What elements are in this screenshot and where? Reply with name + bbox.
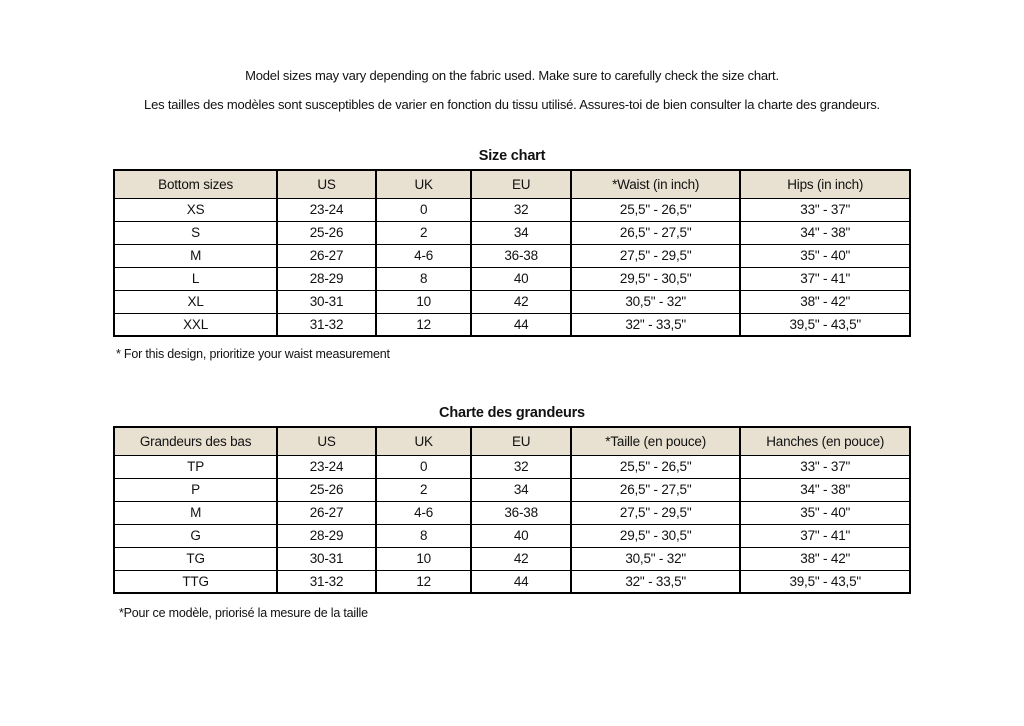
table-cell: 4-6 <box>376 244 472 267</box>
table-cell: 23-24 <box>277 455 376 478</box>
table-cell: G <box>114 524 277 547</box>
table-cell: 10 <box>376 547 472 570</box>
intro-text-french: Les tailles des modèles sont susceptibles de varier en fonction du tissu utilisé. Assures-toi de bien consulter la charte des grandeurs. <box>144 96 880 112</box>
table-cell: 44 <box>471 570 571 593</box>
table-cell: 29,5" - 30,5" <box>571 267 741 290</box>
table-row <box>114 313 910 336</box>
table-cell: 26-27 <box>277 244 376 267</box>
table-cell: 40 <box>471 524 571 547</box>
table-row <box>114 455 910 478</box>
table-cell: 30,5" - 32" <box>571 547 741 570</box>
table-cell: 28-29 <box>277 524 376 547</box>
column-header: UK <box>376 427 472 455</box>
table-cell: 32 <box>471 198 571 221</box>
table-cell: 37" - 41" <box>740 267 910 290</box>
table-cell: 35" - 40" <box>740 244 910 267</box>
table-cell: 39,5" - 43,5" <box>740 570 910 593</box>
column-header: Bottom sizes <box>114 170 277 198</box>
table-cell: 42 <box>471 547 571 570</box>
table-cell: 27,5" - 29,5" <box>571 501 741 524</box>
table-cell: 38" - 42" <box>740 547 910 570</box>
table-cell: 32" - 33,5" <box>571 570 741 593</box>
table-cell: 25-26 <box>277 478 376 501</box>
table-cell: L <box>114 267 277 290</box>
table-cell: XXL <box>114 313 277 336</box>
size-chart-title-french: Charte des grandeurs <box>439 405 585 422</box>
size-chart-footnote-french: *Pour ce modèle, priorisé la mesure de la taille <box>119 606 368 621</box>
table-cell: 0 <box>376 455 472 478</box>
table-cell: 23-24 <box>277 198 376 221</box>
table-cell: TTG <box>114 570 277 593</box>
table-cell: 40 <box>471 267 571 290</box>
table-row <box>114 501 910 524</box>
table-cell: 42 <box>471 290 571 313</box>
table-cell: 32" - 33,5" <box>571 313 741 336</box>
table-cell: 4-6 <box>376 501 472 524</box>
table-cell: 10 <box>376 290 472 313</box>
table-cell: 2 <box>376 478 472 501</box>
table-cell: 25,5" - 26,5" <box>571 455 741 478</box>
column-header: US <box>277 170 376 198</box>
table-cell: 30-31 <box>277 547 376 570</box>
table-cell: 28-29 <box>277 267 376 290</box>
size-chart-title-english: Size chart <box>478 148 546 165</box>
table-cell: TG <box>114 547 277 570</box>
size-chart-table-french <box>113 426 911 594</box>
table-cell: 29,5" - 30,5" <box>571 524 741 547</box>
column-header: *Waist (in inch) <box>571 170 741 198</box>
column-header: UK <box>376 170 472 198</box>
table-cell: 34 <box>471 221 571 244</box>
table-cell: P <box>114 478 277 501</box>
table-cell: M <box>114 501 277 524</box>
table-row <box>114 547 910 570</box>
column-header: Grandeurs des bas <box>114 427 277 455</box>
table-cell: S <box>114 221 277 244</box>
table-cell: 33" - 37" <box>740 198 910 221</box>
table-row <box>114 570 910 593</box>
table-cell: TP <box>114 455 277 478</box>
table-cell: 32 <box>471 455 571 478</box>
table-cell: 30-31 <box>277 290 376 313</box>
table-row <box>114 478 910 501</box>
table-row <box>114 524 910 547</box>
table-cell: 36-38 <box>471 244 571 267</box>
table-row <box>114 221 910 244</box>
table-cell: 2 <box>376 221 472 244</box>
column-header: *Taille (en pouce) <box>571 427 741 455</box>
table-cell: 38" - 42" <box>740 290 910 313</box>
table-cell: 12 <box>376 570 472 593</box>
table-cell: 36-38 <box>471 501 571 524</box>
table-cell: 34 <box>471 478 571 501</box>
table-cell: 0 <box>376 198 472 221</box>
column-header: Hanches (en pouce) <box>740 427 910 455</box>
table-cell: 26-27 <box>277 501 376 524</box>
intro-text-english: Model sizes may vary depending on the fabric used. Make sure to carefully check the size chart. <box>245 68 779 83</box>
table-cell: XL <box>114 290 277 313</box>
column-header: EU <box>471 427 571 455</box>
table-cell: 8 <box>376 524 472 547</box>
table-cell: M <box>114 244 277 267</box>
header-row <box>114 170 910 198</box>
table-row <box>114 267 910 290</box>
column-header: EU <box>471 170 571 198</box>
table-cell: XS <box>114 198 277 221</box>
table-cell: 26,5" - 27,5" <box>571 478 741 501</box>
table-cell: 44 <box>471 313 571 336</box>
table-cell: 8 <box>376 267 472 290</box>
size-chart-table-english <box>113 169 911 337</box>
table-cell: 25,5" - 26,5" <box>571 198 741 221</box>
column-header: Hips (in inch) <box>740 170 910 198</box>
table-cell: 35" - 40" <box>740 501 910 524</box>
table-cell: 39,5" - 43,5" <box>740 313 910 336</box>
table-cell: 27,5" - 29,5" <box>571 244 741 267</box>
table-row <box>114 244 910 267</box>
table-cell: 33" - 37" <box>740 455 910 478</box>
size-chart-section-english <box>113 148 911 361</box>
table-cell: 37" - 41" <box>740 524 910 547</box>
table-row <box>114 198 910 221</box>
table-cell: 26,5" - 27,5" <box>571 221 741 244</box>
size-chart-section-french <box>113 405 911 620</box>
size-chart-footnote-english: * For this design, prioritize your waist measurement <box>116 347 390 362</box>
column-header: US <box>277 427 376 455</box>
table-cell: 31-32 <box>277 313 376 336</box>
table-row <box>114 290 910 313</box>
table-cell: 25-26 <box>277 221 376 244</box>
table-cell: 34" - 38" <box>740 221 910 244</box>
table-cell: 34" - 38" <box>740 478 910 501</box>
table-cell: 30,5" - 32" <box>571 290 741 313</box>
table-cell: 31-32 <box>277 570 376 593</box>
table-cell: 12 <box>376 313 472 336</box>
header-row <box>114 427 910 455</box>
